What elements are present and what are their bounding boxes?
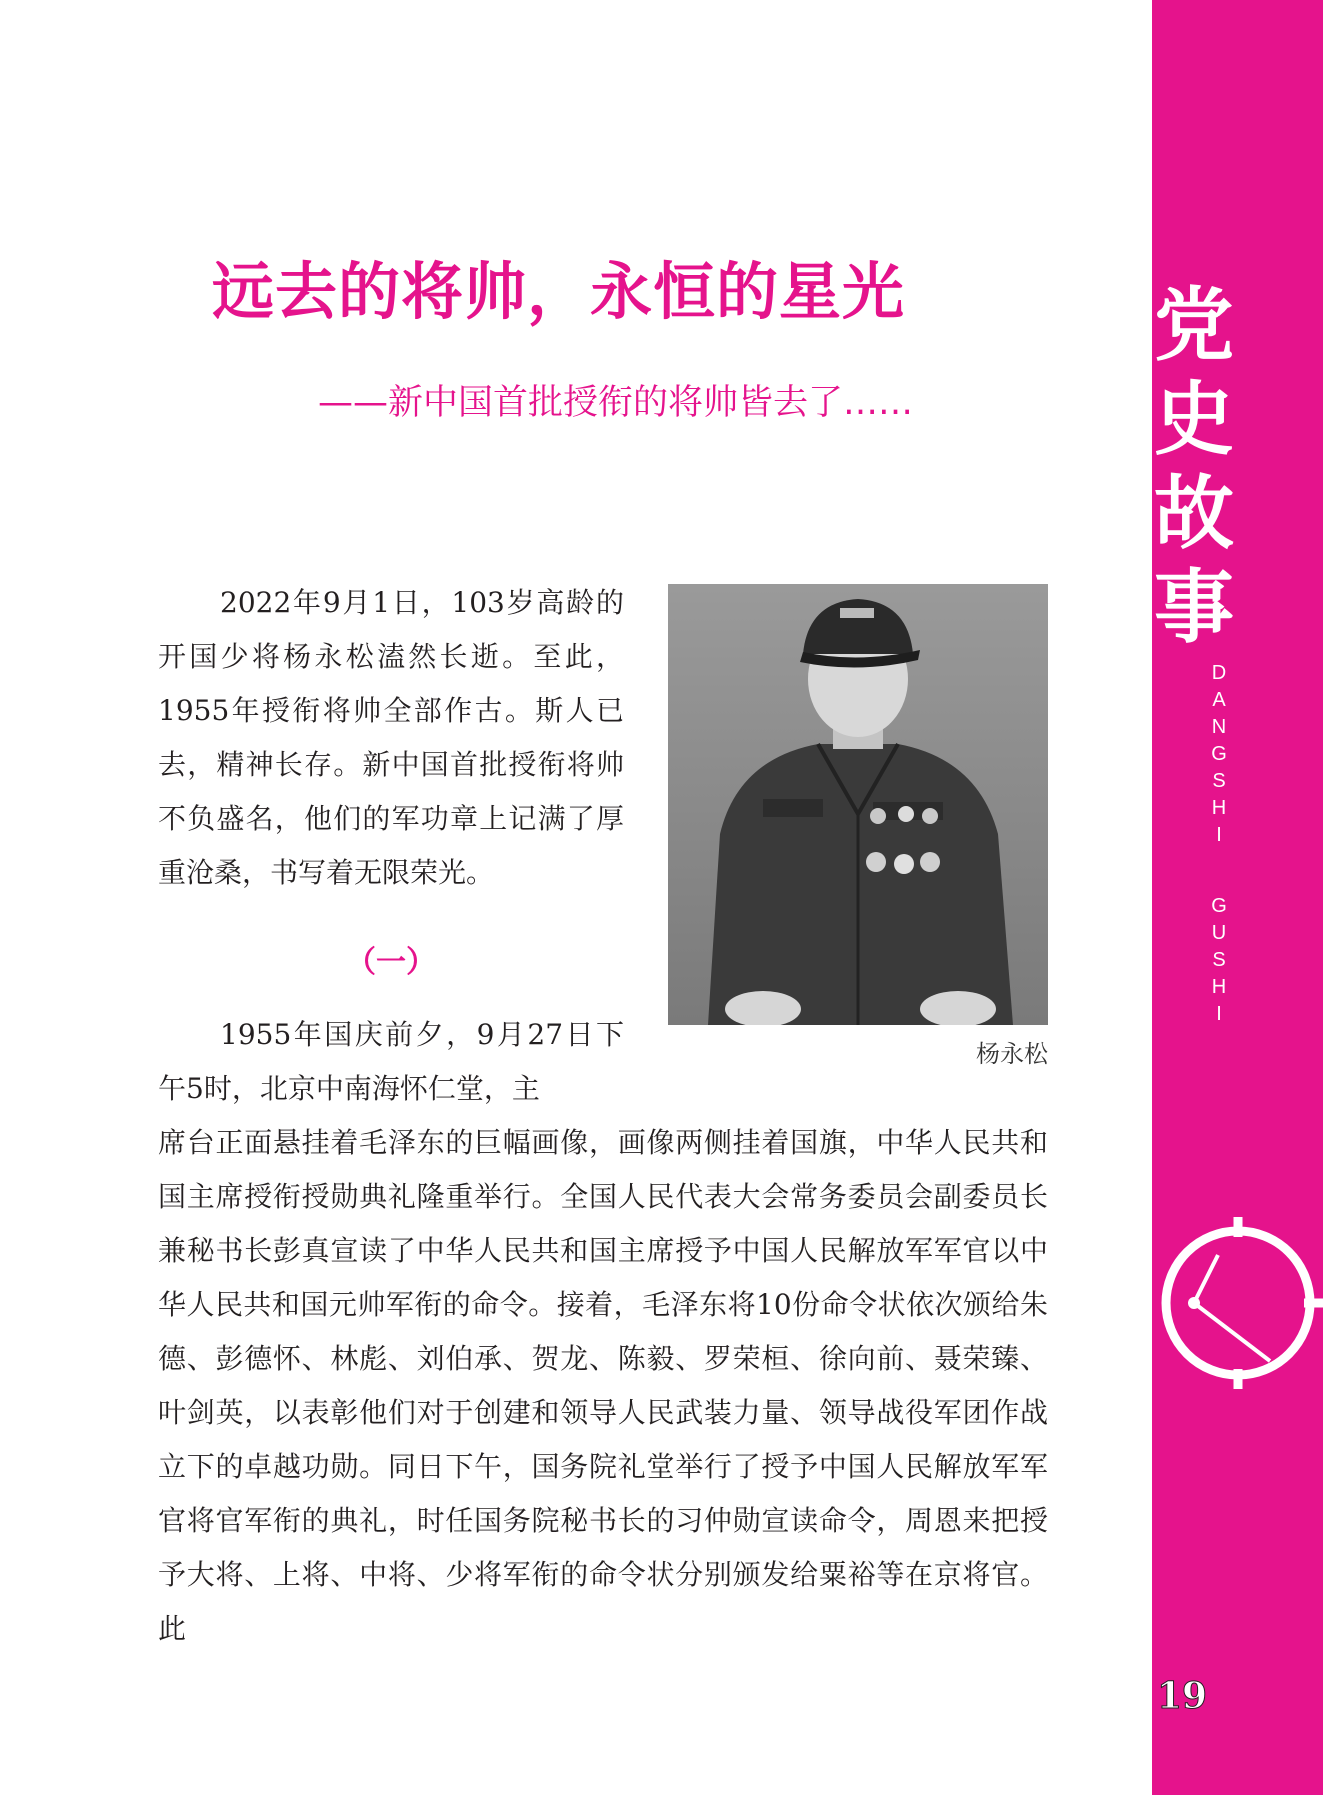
article-title: 远去的将帅，永恒的星光 xyxy=(212,255,906,328)
pinyin-letter: G xyxy=(1211,743,1227,765)
column-title xyxy=(1152,278,1323,654)
pinyin-letter: I xyxy=(1216,1003,1222,1025)
column-title-char: 事 xyxy=(1154,560,1234,654)
pinyin-letter: N xyxy=(1211,716,1227,738)
column-pinyin xyxy=(1204,660,1234,1028)
pinyin-letter: A xyxy=(1212,689,1226,711)
section-paragraph-continued: 席台正面悬挂着毛泽东的巨幅画像，画像两侧挂着国旗，中华人民共和国主席授衔授勋典礼隆重举行。全国人民代表大会常务委员会副委员长兼秘书长彭真宣读了中华人民共和国主席授予中国人民解放军军官以中华人民共和国元帅军衔的命令。接着，毛泽东将10份命令状依次颁给朱德、彭德怀、林彪、刘伯承、贺龙、陈毅、罗荣桓、徐向前、聂荣臻、叶剑英，以表彰他们对于创建和领导人民武装力量、领导战役军团作战立下的卓越功勋。同日下午，国务院礼堂举行了授予中国人民解放军军官将官军衔的典礼，时任国务院秘书长的习仲勋宣读命令，周恩来把授予大将、上将、中将、少将军衔的命令状分别颁发给粟裕等在京将官。此 xyxy=(158,1126,1048,1645)
column-title-char: 党 xyxy=(1154,278,1234,372)
pinyin-letter: I xyxy=(1216,824,1222,846)
clock-icon xyxy=(1148,1215,1323,1390)
section-sidebar xyxy=(1152,0,1323,1795)
pinyin-letter: G xyxy=(1211,895,1227,917)
page-number: 19 xyxy=(1157,1675,1208,1717)
intro-paragraph: 2022年9月1日，103岁高龄的开国少将杨永松溘然长逝。至此，1955年授衔将帅全部作古。斯人已去，精神长存。新中国首批授衔将帅不负盛名，他们的军功章上记满了厚重沧桑，书写着无限荣光。 xyxy=(158,586,624,889)
portrait-illustration xyxy=(668,584,1048,1025)
column-title-char: 史 xyxy=(1154,372,1234,466)
pinyin-letter: H xyxy=(1211,976,1227,998)
pinyin-letter: H xyxy=(1211,797,1227,819)
pinyin-letter: U xyxy=(1211,922,1227,944)
section-heading: （一） xyxy=(346,945,436,980)
pinyin-letter: S xyxy=(1212,770,1226,792)
portrait-photo xyxy=(668,584,1048,1025)
photo-caption: 杨永松 xyxy=(976,1040,1048,1068)
pinyin-letter: D xyxy=(1211,662,1227,684)
pinyin-letter: S xyxy=(1212,949,1226,971)
article-subtitle: ——新中国首批授衔的将帅皆去了…… xyxy=(318,383,914,423)
section-paragraph: 1955年国庆前夕，9月27日下午5时，北京中南海怀仁堂，主 xyxy=(158,1018,624,1105)
column-title-char: 故 xyxy=(1154,466,1234,560)
